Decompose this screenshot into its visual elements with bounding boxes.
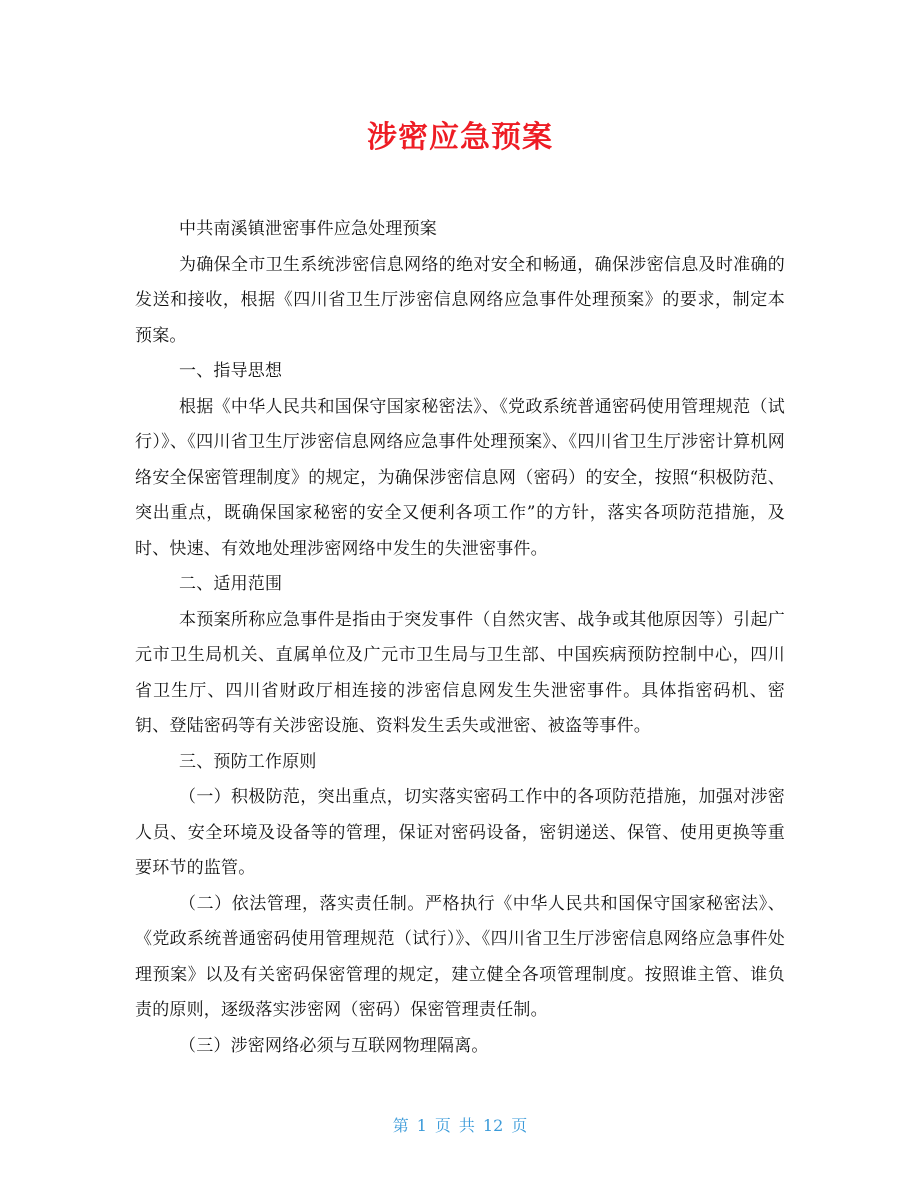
- paragraph-intro: 为确保全市卫生系统涉密信息网络的绝对安全和畅通，确保涉密信息及时准确的发送和接收，根据《四川省卫生厅涉密信息网络应急事件处理预案》的要求，制定本预案。: [135, 254, 785, 346]
- document-title: 涉密应急预案: [367, 120, 553, 155]
- footer-current-page: 1: [416, 1116, 427, 1135]
- paragraph-principle-1: （一）积极防范，突出重点，切实落实密码工作中的各项防范措施，加强对涉密人员、安全环境及设备等的管理，保证对密码设备，密钥递送、保管、使用更换等重要环节的监管。: [135, 787, 785, 878]
- section-heading-guiding-ideology: 一、指导思想: [179, 361, 283, 381]
- paragraph-scope: 本预案所称应急事件是指由于突发事件（自然灾害、战争或其他原因等）引起广元市卫生局机关、直属单位及广元市卫生局与卫生部、中国疾病预防控制中心，四川省卫生厅、四川省财政厅相连接的涉密信息网发生失泄密事件。具体指密码机、密钥、登陆密码等有关涉密设施、资料发生丢失或泄密、被盗等事件。: [135, 609, 785, 736]
- footer-total-pages: 12: [482, 1116, 504, 1135]
- paragraph-guiding-ideology: 根据《中华人民共和国保守国家秘密法》、《党政系统普通密码使用管理规范（试行）》、《四川省卫生厅涉密信息网络应急事件处理预案》、《四川省卫生厅涉密计算机网络安全保密管理制度》的规定，为确保涉密信息网（密码）的安全，按照“积极防范、突出重点，既确保国家秘密的安全又便利各项工作”的方针，落实各项防范措施，及时、快速、有效地处理涉密网络中发生的失泄密事件。: [135, 396, 785, 559]
- footer-prefix: 第: [392, 1116, 409, 1135]
- page-footer: [0, 1112, 920, 1140]
- paragraph-subtitle: 中共南溪镇泄密事件应急处理预案: [179, 219, 437, 239]
- footer-total-word: 共: [458, 1116, 475, 1135]
- footer-suffix: 页: [511, 1116, 528, 1135]
- paragraph-principle-3: （三）涉密网络必须与互联网物理隔离。: [179, 1035, 489, 1056]
- section-heading-principles: 三、预防工作原则: [179, 751, 317, 772]
- footer-page-word: 页: [434, 1116, 451, 1135]
- paragraph-principle-2: （二）依法管理，落实责任制。严格执行《中华人民共和国保守国家秘密法》、《党政系统普通密码使用管理规范（试行）》、《四川省卫生厅涉密信息网络应急事件处理预案》以及有关密码保密管理的规定，建立健全各项管理制度。按照谁主管、谁负责的原则，逐级落实涉密网（密码）保密管理责任制。: [135, 893, 785, 1020]
- document-body: [135, 212, 785, 1064]
- section-heading-scope: 二、适用范围: [179, 574, 283, 594]
